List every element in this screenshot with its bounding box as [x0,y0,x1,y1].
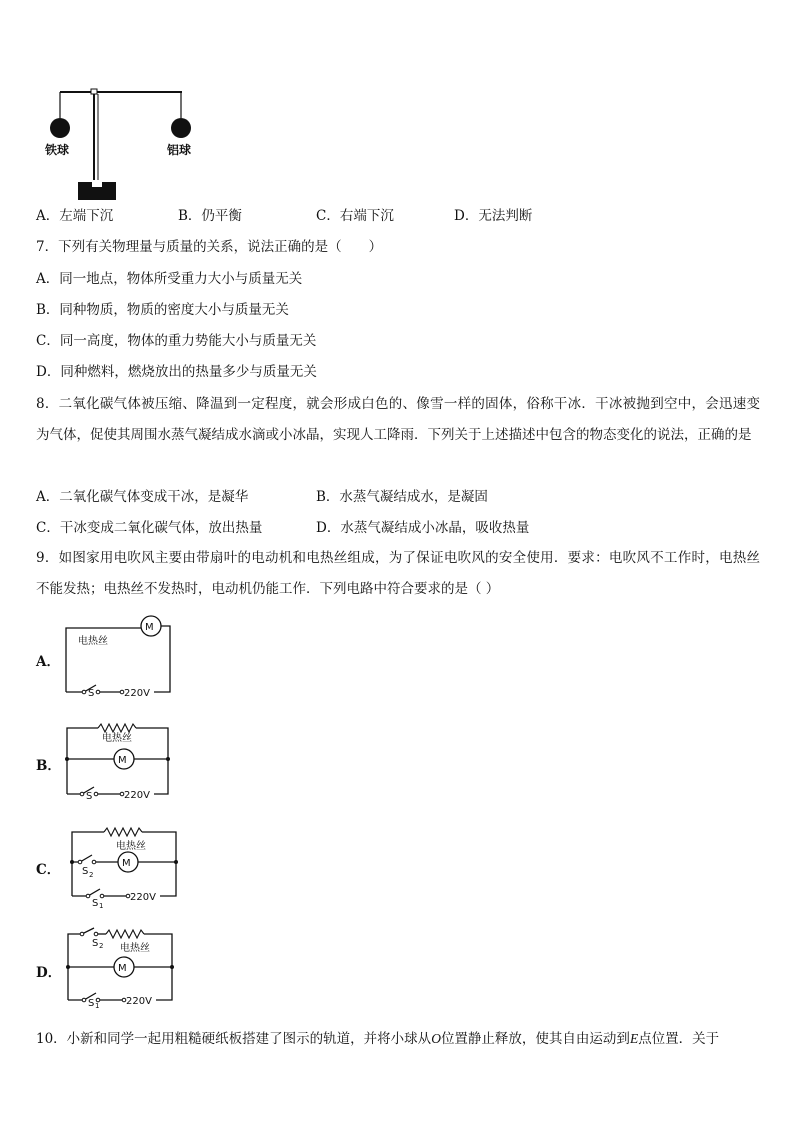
svg-text:电热丝: 电热丝 [102,733,132,744]
q9-option-c-letter: C． [36,862,61,878]
svg-text:S: S [82,866,89,877]
q7-option-d: D．同种燃料，燃烧放出的热量多少与质量无关 [36,364,317,380]
svg-text:M: M [118,755,127,766]
svg-text:1: 1 [95,1002,100,1010]
svg-text:220V: 220V [130,892,156,903]
q7-option-c: C．同一高度，物体的重力势能大小与质量无关 [36,333,317,349]
q9-stem: 9．如图家用电吹风主要由带扇叶的电动机和电热丝组成，为了保证电吹风的安全使用．要求：电吹风不工作时，电热丝不能发热；电热丝不发热时，电动机仍能工作．下列电路中符合要求的是（ ） [36,550,760,597]
q6-option-d: D．无法判断 [454,208,533,224]
svg-text:M: M [145,622,154,633]
svg-text:1: 1 [99,902,104,910]
svg-text:电热丝: 电热丝 [120,943,150,954]
circuit-c [66,822,182,908]
svg-text:S: S [92,938,99,949]
point-o: O [431,1031,441,1046]
point-e: E [629,1031,639,1046]
aluminum-ball [171,118,191,138]
svg-text:S: S [88,998,95,1009]
svg-text:M: M [118,963,127,974]
svg-text:电热丝: 电热丝 [78,636,108,647]
q6-option-a: A．左端下沉 [36,208,114,224]
balance-diagram [40,80,200,202]
aluminum-ball-label: 铝球 [167,143,192,157]
heater-resistor [98,724,136,732]
q8-option-c: C．干冰变成二氧化碳气体，放出热量 [36,520,263,536]
svg-text:2: 2 [99,942,104,950]
q7-option-b: B．同种物质，物质的密度大小与质量无关 [36,302,289,318]
circuit-a [62,614,174,699]
q9-option-b-letter: B． [36,758,61,774]
q6-option-b: B．仍平衡 [178,208,242,224]
svg-text:220V: 220V [126,996,152,1007]
svg-text:S: S [86,791,93,802]
q8-stem: 8．二氧化碳气体被压缩、降温到一定程度，就会形成白色的、像雪一样的固体，俗称干冰．干冰被抛到空中，会迅速变为气体，促使其周围水蒸气凝结成水滴或小冰晶，实现人工降雨．下列关于上述描述中包含的物态变化的说法，正确的是 [36,396,760,443]
q7-stem: 7．下列有关物理量与质量的关系，说法正确的是（ ） [36,239,383,255]
q9-option-d-letter: D． [36,965,62,981]
circuit-b [62,718,174,800]
balance-stand [78,182,116,200]
q8-option-b: B．水蒸气凝结成水，是凝固 [316,489,488,505]
svg-text:220V: 220V [124,790,150,801]
q9-option-a-letter: A． [36,654,60,670]
q8-option-a: A．二氧化碳气体变成干冰，是凝华 [36,489,249,505]
iron-ball [50,118,70,138]
q6-option-c: C．右端下沉 [316,208,394,224]
svg-text:M: M [122,858,131,869]
svg-text:2: 2 [89,871,94,879]
svg-text:电热丝: 电热丝 [116,841,146,852]
q7-option-a: A．同一地点，物体所受重力大小与质量无关 [36,271,303,287]
q8-option-d: D．水蒸气凝结成小冰晶，吸收热量 [316,520,530,536]
svg-text:S: S [92,898,99,909]
svg-text:S: S [88,688,95,699]
iron-ball-label: 铁球 [45,143,70,157]
svg-text:220V: 220V [124,688,150,699]
circuit-d [62,926,178,1010]
q10-stem: 10．小新和同学一起用粗糙硬纸板搭建了图示的轨道，并将小球从O位置静止释放，使其自由运动到E点位置．关于 [36,1031,720,1047]
